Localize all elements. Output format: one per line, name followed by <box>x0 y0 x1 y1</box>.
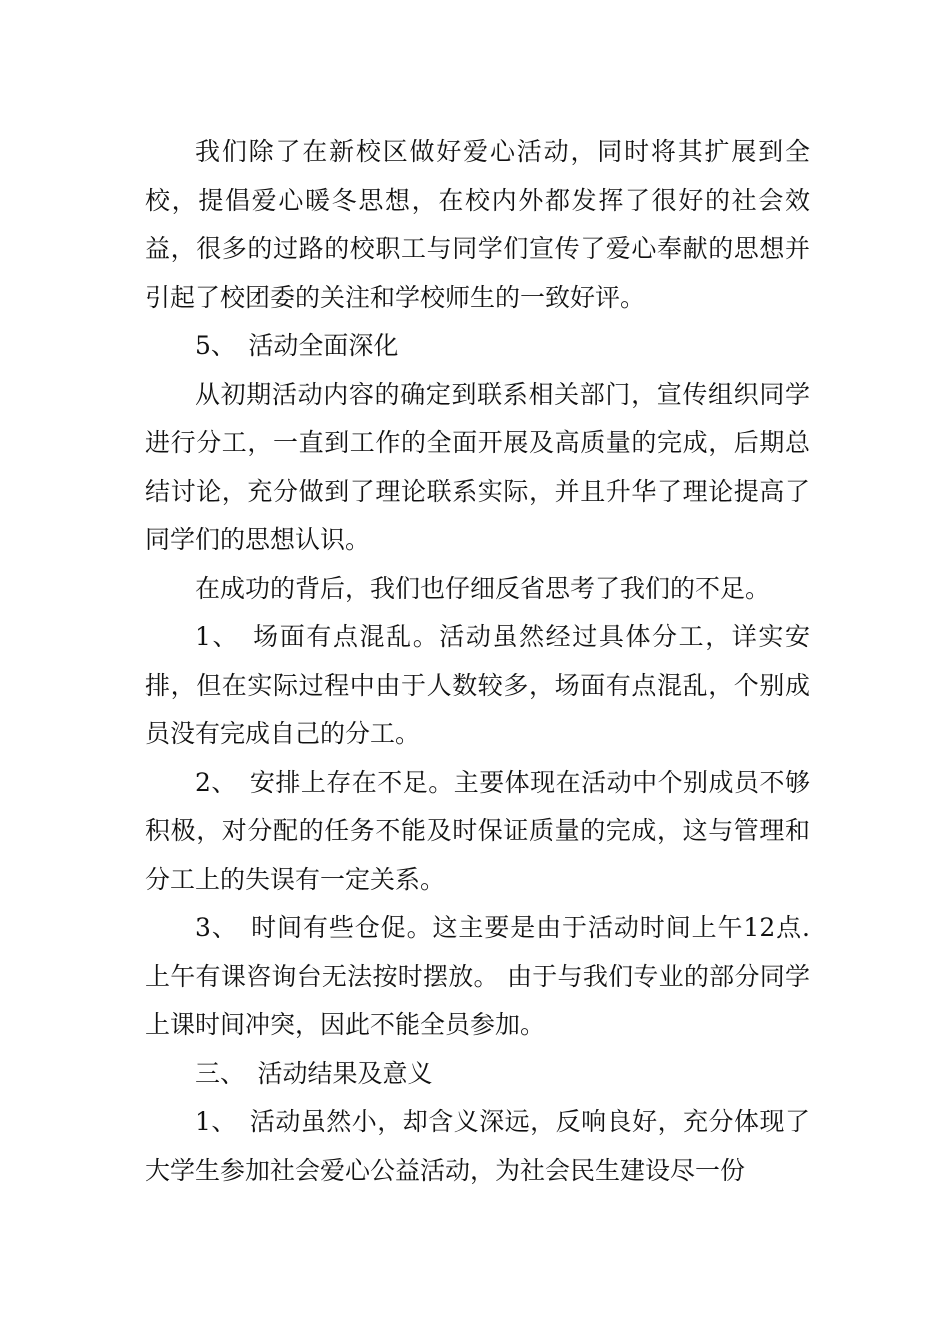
paragraph-shortcoming-1: 1、 场面有点混乱。活动虽然经过具体分工，详实安排，但在实际过程中由于人数较多，场面有点混乱，个别成员没有完成自己的分工。 <box>145 622 810 748</box>
heading-activity-deepening: 5、 活动全面深化 <box>195 331 399 360</box>
paragraph-shortcomings-intro: 在成功的背后，我们也仔细反省思考了我们的不足。 <box>195 573 771 603</box>
paragraph-outreach: 我们除了在新校区做好爱心活动，同时将其扩展到全校，提倡爱心暖冬思想，在校内外都发挥了很好的社会效益，很多的过路的校职工与同学们宣传了爱心奉献的思想并引起了校团委的关注和学校师生的一致好评。 <box>145 137 810 312</box>
paragraph-shortcoming-3: 3、 时间有些仓促。这主要是由于活动时间上午12点.上午有课咨询台无法按时摆放。 由于与我们专业的部分同学上课时间冲突，因此不能全员参加。 <box>145 913 810 1039</box>
paragraph-shortcoming-2: 2、 安排上存在不足。主要体现在活动中个别成员不够积极，对分配的任务不能及时保证质量的完成，这与管理和分工上的失误有一定关系。 <box>145 767 810 894</box>
heading-results-significance: 三、 活动结果及意义 <box>195 1058 433 1088</box>
paragraph-activity-process: 从初期活动内容的确定到联系相关部门，宣传组织同学进行分工，一直到工作的全面开展及高质量的完成，后期总结讨论，充分做到了理论联系实际，并且升华了理论提高了同学们的思想认识。 <box>145 379 810 554</box>
paragraph-result-1: 1、 活动虽然小，却含义深远，反响良好，充分体现了大学生参加社会爱心公益活动，为社会民生建设尽一份 <box>145 1107 810 1185</box>
document-body <box>145 128 810 1195</box>
